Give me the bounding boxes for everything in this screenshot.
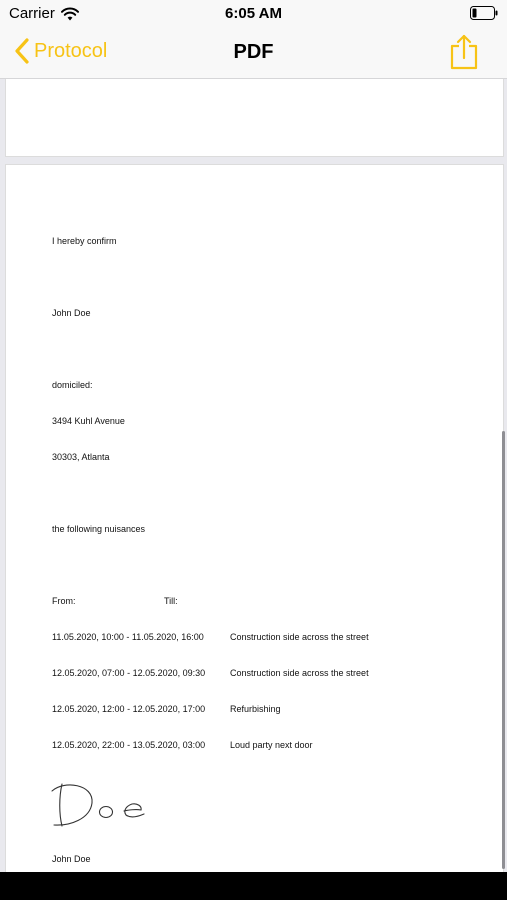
till-header: Till: — [164, 596, 178, 606]
entry-range: 12.05.2020, 12:00 - 12.05.2020, 17:00 — [52, 704, 206, 714]
entry-range: 12.05.2020, 22:00 - 13.05.2020, 03:00 — [52, 740, 206, 750]
navigation-bar — [0, 28, 507, 79]
carrier-label: Carrier — [9, 5, 55, 22]
domiciled-label: domiciled: — [52, 380, 93, 390]
document-content — [52, 211, 369, 872]
share-button[interactable] — [449, 34, 479, 70]
nuisances-label: the following nuisances — [52, 524, 146, 534]
table-row — [52, 739, 369, 751]
signature-image — [50, 781, 150, 829]
from-header: From: — [52, 596, 76, 606]
status-bar — [0, 0, 507, 28]
page-title: PDF — [233, 41, 274, 63]
entry-range: 12.05.2020, 07:00 - 12.05.2020, 09:30 — [52, 668, 206, 678]
address-line-1: 3494 Kuhl Avenue — [52, 416, 125, 426]
signature-name: John Doe — [52, 854, 91, 864]
table-header — [52, 595, 369, 607]
table-row — [52, 667, 369, 679]
pdf-page — [5, 164, 504, 872]
pdf-page-previous — [5, 79, 504, 157]
entry-description: Refurbishing — [230, 704, 281, 714]
pdf-viewer[interactable] — [0, 79, 507, 872]
share-icon — [449, 34, 479, 70]
entry-description: Construction side across the street — [230, 668, 369, 678]
entry-description: Loud party next door — [230, 740, 313, 750]
entry-description: Construction side across the street — [230, 632, 369, 642]
intro-text: I hereby confirm — [52, 236, 117, 246]
scrollbar[interactable] — [502, 431, 505, 869]
entry-range: 11.05.2020, 10:00 - 11.05.2020, 16:00 — [52, 632, 204, 642]
back-button-label: Protocol — [34, 39, 108, 62]
person-name: John Doe — [52, 308, 91, 318]
address-line-2: 30303, Atlanta — [52, 452, 110, 462]
bottom-bar — [0, 872, 507, 900]
table-row — [52, 703, 369, 715]
status-time: 6:05 AM — [225, 5, 282, 22]
table-row — [52, 631, 369, 643]
battery-icon — [470, 6, 498, 20]
